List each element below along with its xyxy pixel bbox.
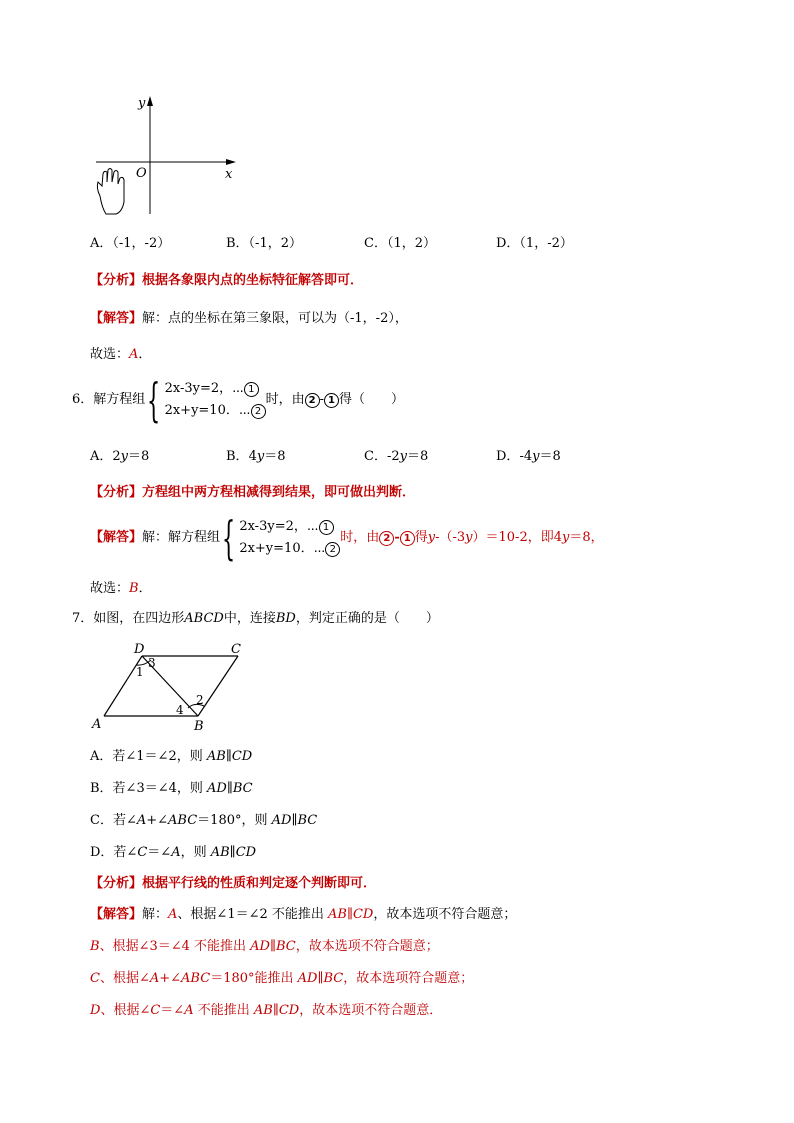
angle-2: 2 — [196, 693, 204, 707]
hand-icon — [97, 169, 124, 215]
q6-dots1: ⋯ — [232, 380, 244, 396]
q7-option-c[interactable]: C．若∠A+∠ABC＝180°，则 AD∥BC — [90, 813, 318, 828]
q6-choice: 故选：B． — [90, 581, 152, 596]
answer-stem: 解：解方程组 — [142, 530, 221, 545]
q5-choice — [90, 346, 151, 364]
q6-tail: 得（ ） — [338, 392, 404, 407]
q6-option-a[interactable]: A．2y＝8 — [90, 449, 150, 464]
answer-text: 解：点的坐标在第三象限，可以为（-1，-2）， — [142, 311, 408, 326]
angle-1: 1 — [136, 665, 144, 679]
q7-stem: 7．如图，在四边形ABCD中，连接BD，判定正确的是（ ） — [72, 611, 439, 626]
choice-prefix: 故选： — [90, 347, 130, 362]
answer-when: 时，由 — [340, 530, 380, 545]
analysis-text: 根据各象限内点的坐标特征解答即可． — [142, 273, 364, 288]
analysis-text: 方程组中两方程相减得到结果，即可做出判断． — [142, 485, 416, 500]
q6-when: 时，由 — [265, 392, 305, 407]
analysis-label: 【分析】 — [90, 273, 143, 288]
answer-system: 2x-3y=2，⋯ 1 2x+y=10．⋯ 2 — [237, 516, 340, 560]
q6-analysis — [90, 484, 415, 502]
answer-c1: 1 — [400, 531, 415, 546]
x-axis-label: x — [225, 167, 233, 182]
q6-option-d[interactable]: D．-4y＝8 — [496, 449, 561, 464]
choice-suffix: ． — [138, 347, 152, 362]
q5-analysis — [90, 272, 363, 290]
q6-c2: 2 — [305, 393, 320, 408]
choice-letter: A — [129, 347, 139, 362]
angle-4: 4 — [176, 703, 184, 717]
q7-answer-line1: 【解答】解：A、根据∠1＝∠2 不能推出 AB∥CD，故本选项不符合题意； — [90, 907, 517, 922]
q5-option-a[interactable]: A．（-1，-2） — [90, 236, 171, 251]
q6-stem-text: 解方程组 — [93, 392, 146, 407]
vertex-B: B — [194, 719, 204, 734]
q6-mark1: 1 — [244, 382, 259, 397]
brace-icon: { — [222, 510, 236, 565]
origin-label: O — [136, 166, 147, 181]
vertex-C: C — [231, 642, 241, 657]
q7-analysis: 【分析】根据平行线的性质和判定逐个判断即可． — [90, 876, 377, 891]
quadrilateral-figure — [88, 638, 258, 734]
brace-icon: { — [147, 372, 161, 427]
q7-option-d[interactable]: D．若∠C＝∠A，则 AB∥CD — [90, 845, 257, 860]
q6-c1: 1 — [324, 393, 339, 408]
q7-number: 7． — [72, 611, 94, 626]
vertex-D: D — [134, 642, 145, 657]
q7-answer-line3: C、根据∠A+∠ABC＝180°能推出 AD∥BC，故本选项符合题意； — [90, 971, 474, 986]
answer-label: 【解答】 — [90, 530, 143, 545]
q5-option-d[interactable]: D．（1，-2） — [496, 236, 573, 251]
vertex-A: A — [92, 717, 102, 732]
q5-option-c[interactable]: C．（1，2） — [364, 236, 436, 251]
q7-answer-line2: B、根据∠3＝∠4 不能推出 AD∥BC，故本选项不符合题意； — [90, 939, 439, 954]
q5-answer — [90, 310, 408, 328]
q6-answer: 【解答】解：解方程组{ 2x-3y=2，⋯ 1 2x+y=10．⋯ 2时，由 2 - 1 得y-（-3y）＝10-2，即4y＝8， — [90, 510, 604, 565]
q6-minus: - — [319, 392, 324, 407]
q6-eq1: 2x-3y=2， — [164, 380, 233, 396]
q5-coordinate-figure — [90, 92, 250, 222]
y-axis-label: y — [138, 96, 146, 111]
q7-option-b[interactable]: B．若∠3＝∠4，则 AD∥BC — [90, 781, 253, 796]
q6-mark2: 2 — [251, 404, 266, 419]
q6-dots2: ⋯ — [238, 402, 251, 418]
answer-c2: 2 — [379, 531, 394, 546]
analysis-label: 【分析】 — [90, 485, 143, 500]
q6-option-c[interactable]: C．-2y＝8 — [364, 449, 429, 464]
q6-stem — [72, 372, 404, 427]
q6-option-b[interactable]: B．4y＝8 — [226, 449, 286, 464]
answer-label: 【解答】 — [90, 311, 143, 326]
q6-eq2: 2x+y=10． — [164, 402, 239, 418]
q6-number: 6． — [72, 392, 94, 407]
angle-3: 3 — [148, 656, 156, 670]
q5-option-b[interactable]: B．（-1，2） — [226, 236, 302, 251]
q6-system — [163, 378, 266, 422]
q7-option-a[interactable]: A．若∠1＝∠2，则 AB∥CD — [90, 749, 253, 764]
q7-answer-line4: D、根据∠C＝∠A 不能推出 AB∥CD，故本选项不符合题意． — [90, 1003, 443, 1018]
